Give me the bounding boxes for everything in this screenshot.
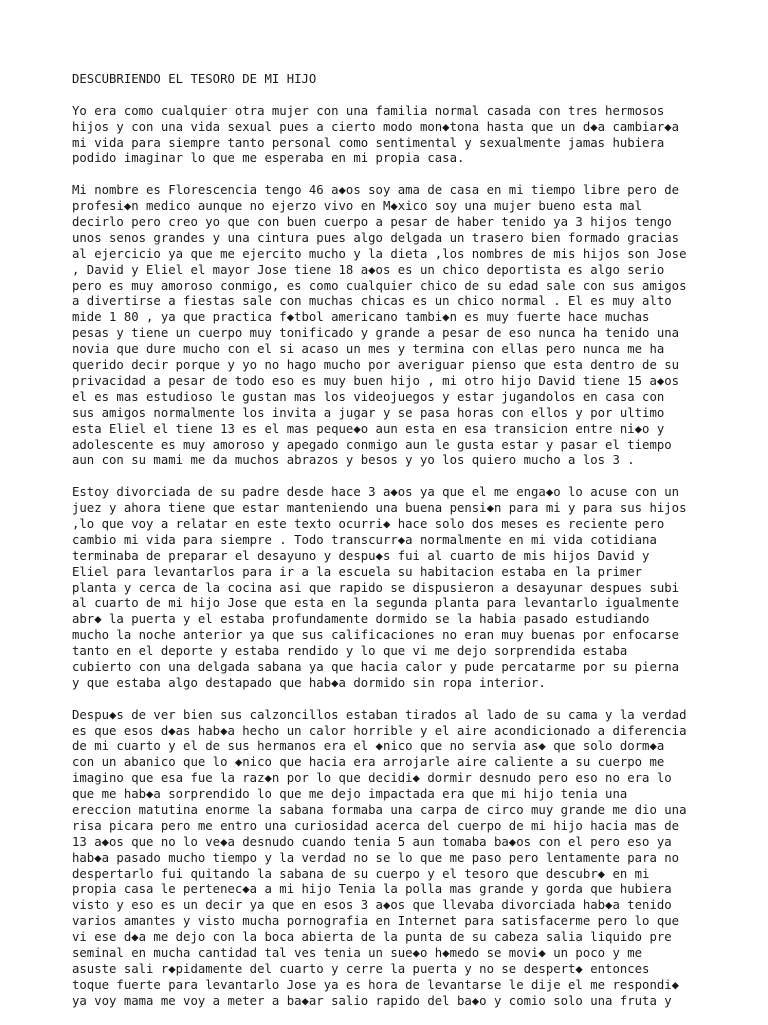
text-line: hijos y con una vida sexual pues a cierto modo mon◆tona hasta que un d◆a cambiar◆a — [72, 119, 680, 134]
text-line: imagino que esa fue la raz◆n por lo que decidi◆ dormir desnudo pero eso no era lo — [72, 771, 672, 786]
text-line: mi vida para siempre tanto personal como sentimental y sexualmente jamas hubiera — [72, 135, 665, 150]
text-line: planta y cerca de la cocina asi que rapido se dispusieron a desayunar despues subi — [72, 580, 680, 595]
text-line: ,lo que voy a relatar en este texto ocurri◆ hace solo dos meses es reciente pero — [72, 516, 665, 531]
paragraph — [72, 485, 712, 692]
text-line: 13 a◆os que no lo ve◆a desnudo cuando tenia 5 aun tomaba ba◆os con el pero eso ya — [72, 834, 672, 849]
text-line: al ejercicio ya que me ejercito mucho y la dieta ,los nombres de mis hijos son Jose — [72, 246, 687, 261]
text-line: mucho la noche anterior ya que sus calificaciones no eran muy buenas por enfocarse — [72, 628, 680, 643]
text-line: ya voy mama me voy a meter a ba◆ar salio rapido del ba◆o y comio solo una fruta y — [72, 993, 672, 1008]
text-line: esta Eliel el tiene 13 es el mas peque◆o aun esta en esa transicion entre ni◆o y — [72, 421, 665, 436]
text-line: podido imaginar lo que me esperaba en mi propia casa. — [72, 151, 465, 166]
text-line: que me hab◆a sorprendido lo que me dejo impactada era que mi hijo tenia una — [72, 787, 628, 802]
text-line: toque fuerte para levantarlo Jose ya es hora de levantarse le dije el me respondi◆ — [72, 977, 680, 992]
text-line: varios amantes y visto mucha pornografia en Internet para satisfacerme pero lo que — [72, 914, 680, 929]
paragraph — [72, 708, 712, 1010]
text-line: Mi nombre es Florescencia tengo 46 a◆os soy ama de casa en mi tiempo libre pero de — [72, 183, 680, 198]
text-line: sus amigos normalmente los invita a jugar y se pasa horas con ellos y por ultimo — [72, 405, 665, 420]
text-line: terminaba de preparar el desayuno y despu◆s fui al cuarto de mis hijos David y — [72, 548, 650, 563]
text-line: es que esos d◆as hab◆a hecho un calor horrible y el aire acondicionado a diferencia — [72, 723, 687, 738]
text-line: pero es muy amoroso conmigo, es como cualquier chico de su edad sale con sus amigos — [72, 278, 687, 293]
text-line: profesi◆n medico aunque no ejerzo vivo en M◆xico soy una mujer bueno esta mal — [72, 199, 643, 214]
text-line: despertarlo fui quitando la sabana de su cuerpo y el tesoro que descubr◆ en mi — [72, 866, 650, 881]
text-line: hab◆a pasado mucho tiempo y la verdad no se lo que me paso pero lentamente para no — [72, 850, 680, 865]
text-line: cubierto con una delgada sabana ya que hacia calor y pude percatarme por su pierna — [72, 659, 680, 674]
text-line: propia casa le pertenec◆a a mi hijo Tenia la polla mas grande y gorda que hubiera — [72, 882, 672, 897]
text-line: aun con su mami me da muchos abrazos y besos y yo los quiero mucho a los 3 . — [72, 453, 635, 468]
text-line: y que estaba algo destapado que hab◆a dormido sin ropa interior. — [72, 675, 546, 690]
text-line: Yo era como cualquier otra mujer con una familia normal casada con tres hermosos — [72, 103, 665, 118]
paragraph — [72, 183, 712, 469]
text-line: Despu◆s de ver bien sus calzoncillos estaban tirados al lado de su cama y la verdad — [72, 707, 687, 722]
text-line: el es mas estudioso le gustan mas los videojuegos y estar jugandolos en casa con — [72, 389, 665, 404]
text-line: seminal en mucha cantidad tal ves tenia un sue◆o h◆medo se movi◆ un poco y me — [72, 946, 643, 960]
text-line: al cuarto de mi hijo Jose que esta en la segunda planta para levantarlo igualmente — [72, 596, 680, 611]
text-line: visto y eso es un decir ya que en esos 3 a◆os que llevaba divorciada hab◆a tenido — [72, 898, 672, 913]
text-line: cambio mi vida para siempre . Todo transcurr◆a normalmente en mi vida cotidiana — [72, 532, 657, 547]
text-line: mide 1 80 , ya que practica f◆tbol americano tambi◆n es muy fuerte hace muchas — [72, 310, 650, 325]
text-line: novia que dure mucho con el si acaso un mes y termina con ellas pero nunca me ha — [72, 342, 665, 357]
text-line: querido decir porque y yo no hago mucho por averiguar pienso que esta dentro de su — [72, 358, 680, 373]
document-title: DESCUBRIENDO EL TESORO DE MI HIJO — [72, 72, 317, 86]
text-line: con un abanico que lo ◆nico que hacia era arrojarle aire caliente a su cuerpo me — [72, 755, 665, 770]
text-line: juez y ahora tiene que estar manteniendo una buena pensi◆n para mi y para sus hijos — [72, 501, 687, 516]
text-line: Estoy divorciada de su padre desde hace 3 a◆os ya que el me enga◆o lo acuse con un — [72, 485, 680, 500]
text-line: pesas y tiene un cuerpo muy tonificado y grande a pesar de eso nunca ha tenido una — [72, 326, 680, 341]
text-line: adolescente es muy amoroso y apegado conmigo aun le gusta estar y pasar el tiempo — [72, 437, 672, 452]
text-line: vi ese d◆a me dejo con la boca abierta de la punta de su cabeza salia liquido pre — [72, 930, 672, 945]
text-line: de mi cuarto y el de sus hermanos era el ◆nico que no servia as◆ que solo dorm◆a — [72, 739, 665, 754]
document-body — [72, 72, 712, 1025]
text-line: unos senos grandes y una cintura pues algo delgada un trasero bien formado gracias — [72, 230, 680, 245]
paragraph-container — [72, 104, 712, 1010]
text-line: risa picara pero me entro una curiosidad acerca del cuerpo de mi hijo hacia mas de — [72, 818, 680, 833]
paragraph — [72, 104, 712, 168]
text-line: Eliel para levantarlos para ir a la escuela su habitacion estaba en la primer — [72, 564, 643, 579]
text-line: asuste sali r◆pidamente del cuarto y cerre la puerta y no se despert◆ entonces — [72, 961, 650, 976]
text-line: a divertirse a fiestas sale con muchas chicas es un chico normal . El es muy alto — [72, 294, 672, 309]
text-line: decirlo pero creo yo que con buen cuerpo a pesar de haber tenido ya 3 hijos tengo — [72, 215, 672, 230]
text-line: tanto en el deporte y estaba rendido y lo que vi me dejo sorprendida estaba — [72, 644, 628, 659]
text-line: , David y Eliel el mayor Jose tiene 18 a◆os es un chico deportista es algo serio — [72, 262, 665, 277]
text-line: abr◆ la puerta y el estaba profundamente dormido se la habia pasado estudiando — [72, 612, 650, 627]
text-line: ereccion matutina enorme la sabana formaba una carpa de circo muy grande me dio una — [72, 802, 687, 817]
text-line: privacidad a pesar de todo eso es muy buen hijo , mi otro hijo David tiene 15 a◆os — [72, 373, 680, 388]
